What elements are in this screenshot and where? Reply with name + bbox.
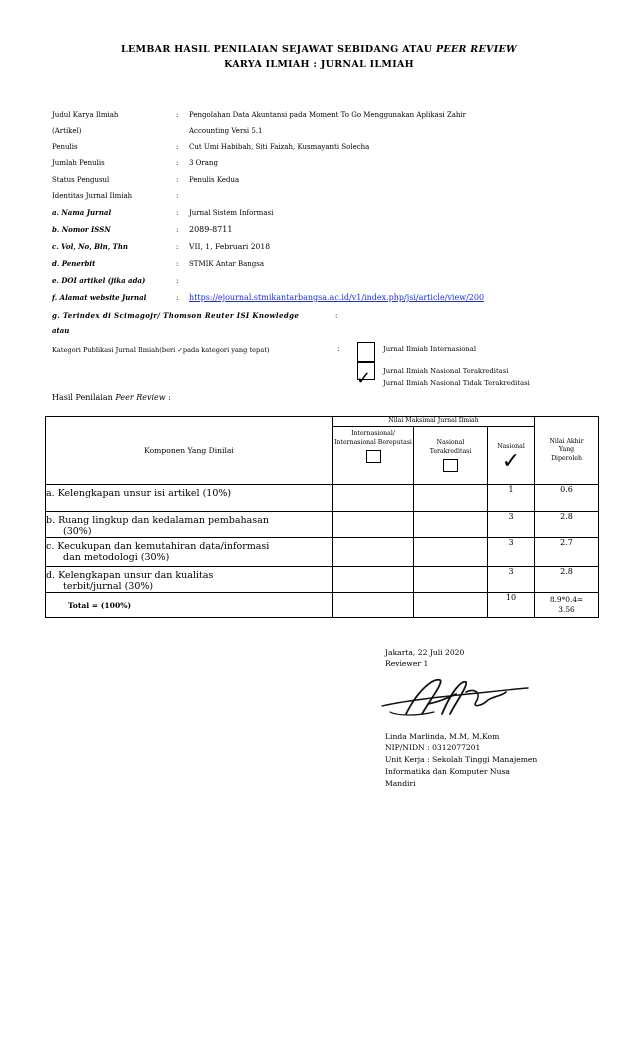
document-title-line1: LEMBAR HASIL PENILAIAN SEJAWAT SEBIDANG ATAU PEER REVIEW (121, 44, 517, 55)
review-sheet: LEMBAR HASIL PENILAIAN SEJAWAT SEBIDANG ATAU PEER REVIEW KARYA ILMIAH : JURNAL ILMIAH Judul Karya Ilmiah : Pengolahan Data Akuntansi pada Moment To Go Menggunakan Aplikasi Zahir (Artikel) Accounting Versi 5.1 Penulis : Cut Umi Habibah, Siti Faizah, Kusmayanti Solecha Jumlah Penulis : 3 Orang Status Pengusul : Penulis Kedua Identitas Jurnal Ilmiah : a. Nama Jurnal : Jurnal Sistem Informasi b. Nomor ISSN : 2089-8711 c. Vol, No, Bln, Thn : VII, 1, Februari 2018 d. Penerbit : STMIK Antar Bangsa e. DOI artikel (jika ada) : f. Alamat website Jurnal : https://ejournal.stmikantarbangsa.ac.id/v1/index.php/jsi/article/view/200 g. Terindex di Scimagojr/ Thomson Reuter ISI Knowledge : atau Kategori Publikasi Jurnal Ilmiah(beri ✓pada kategori yang tepat) : ✓ Jurnal Ilmiah Internasional Jurnal Ilmiah Nasional Terakreditasi Jurnal Ilmiah Nasional Tidak Terakreditasi Hasil Penilaian Peer Review : Komponen Yang Dinilai Nilai Maksimal Jurnal Ilmiah Nilai Akhir Yang Diperoleh Internasional/ Internasional Bereputasi Nasional Terakreditasi Nasional ✓ a. Kelengkapan unsur isi artikel (10%) 1 0.6 b. Ruang lingkup dan kedalaman pembahasan (30%) 3 2.8 c. Kecukupan dan kemutahiran data/informasi dan metodologi (30%) 3 2.7 d. Kelengkapan unsur dan kualitas terbit/jurnal (30%) 3 2.8 Total = (100%) 10 8.9*0.4= 3.56 Jakarta, 22 Juli 2020 Reviewer 1 Linda Marlinda, M.M, M.Kom NIP/NIDN : 0312077201 Unit Kerja : Sekolah Tinggi Manajemen Informatika dan Komputer Nusa Mandiri (0, 0, 638, 1050)
checkbox-col-national-accredited[interactable] (443, 459, 458, 472)
info-row-issn: b. Nomor ISSN : 2089-8711 (52, 225, 233, 234)
checkbox-col-international[interactable] (366, 450, 381, 463)
signature-role: Reviewer 1 (385, 659, 429, 668)
table-row: b. Ruang lingkup dan kedalaman pembahasan (30%) 3 2.8 (46, 512, 599, 538)
reviewer-nip: NIP/NIDN : 0312077201 (385, 743, 481, 752)
reviewer-unit: Unit Kerja : Sekolah Tinggi Manajemen (385, 755, 538, 764)
title-italic: PEER REVIEW (435, 44, 517, 55)
table-row: c. Kecukupan dan kemutahiran data/informasi dan metodologi (30%) 3 2.7 (46, 538, 599, 567)
info-row-volume: c. Vol, No, Bln, Thn : VII, 1, Februari 2018 (52, 242, 271, 251)
journal-website-link[interactable]: https://ejournal.stmikantarbangsa.ac.id/v1/index.php/jsi/article/view/200 (189, 293, 485, 302)
table-row-total: Total = (100%) 10 8.9*0.4= 3.56 (46, 593, 599, 618)
document-title-line2: KARYA ILMIAH : JURNAL ILMIAH (224, 59, 414, 70)
check-mark-icon: ✓ (501, 448, 521, 474)
signature-place-date: Jakarta, 22 Juli 2020 (385, 648, 465, 657)
info-row-atau: atau (52, 326, 70, 335)
info-row-article: (Artikel) Accounting Versi 5.1 (52, 127, 263, 135)
category-label: Kategori Publikasi Jurnal Ilmiah(beri ✓pada kategori yang tepat) (52, 346, 270, 354)
option-national-unaccredited: Jurnal Ilmiah Nasional Tidak Terakreditasi (383, 379, 530, 387)
table-row: d. Kelengkapan unsur dan kualitas terbit/jurnal (30%) 3 2.8 (46, 567, 599, 593)
info-row-author-count: Jumlah Penulis : 3 Orang (52, 159, 218, 167)
info-row-index: g. Terindex di Scimagojr/ Thomson Reuter ISI Knowledge : (52, 311, 338, 320)
info-row-journal-name: a. Nama Jurnal : Jurnal Sistem Informasi (52, 208, 274, 217)
reviewer-name: Linda Marlinda, M.M, M.Kom (385, 732, 500, 741)
info-row-authors: Penulis : Cut Umi Habibah, Siti Faizah, Kusmayanti Solecha (52, 143, 370, 151)
hasil-heading: Hasil Penilaian Peer Review : (52, 393, 171, 402)
info-row-journal-identity: Identitas Jurnal Ilmiah : (52, 192, 179, 200)
header-national-accredited: Nasional Terakreditasi (414, 427, 488, 485)
header-max-score: Nilai Maksimal Jurnal Ilmiah (333, 417, 535, 427)
table-row: a. Kelengkapan unsur isi artikel (10%) 1 0.6 (46, 485, 599, 512)
header-final-score: Nilai Akhir Yang Diperoleh (535, 417, 599, 485)
info-row-status: Status Pengusul : Penulis Kedua (52, 176, 240, 184)
option-international: Jurnal Ilmiah Internasional (383, 345, 477, 353)
header-national: Nasional ✓ (488, 427, 535, 485)
info-row-doi: e. DOI artikel (jika ada) : (52, 276, 179, 285)
checkbox-international[interactable] (357, 342, 375, 362)
option-national-accredited: Jurnal Ilmiah Nasional Terakreditasi (383, 367, 509, 375)
assessment-table (45, 416, 599, 618)
check-mark-icon: ✓ (356, 368, 372, 389)
info-row-publisher: d. Penerbit : STMIK Antar Bangsa (52, 259, 265, 268)
info-row-title: Judul Karya Ilmiah : Pengolahan Data Akuntansi pada Moment To Go Menggunakan Aplikasi Zahir (52, 111, 467, 119)
handwritten-signature (378, 670, 538, 725)
header-international: Internasional/ Internasional Bereputasi (333, 427, 414, 485)
header-component: Komponen Yang Dinilai (46, 417, 333, 485)
info-row-website: f. Alamat website Jurnal : https://ejournal.stmikantarbangsa.ac.id/v1/index.php/jsi/article/view/200 (52, 293, 485, 302)
